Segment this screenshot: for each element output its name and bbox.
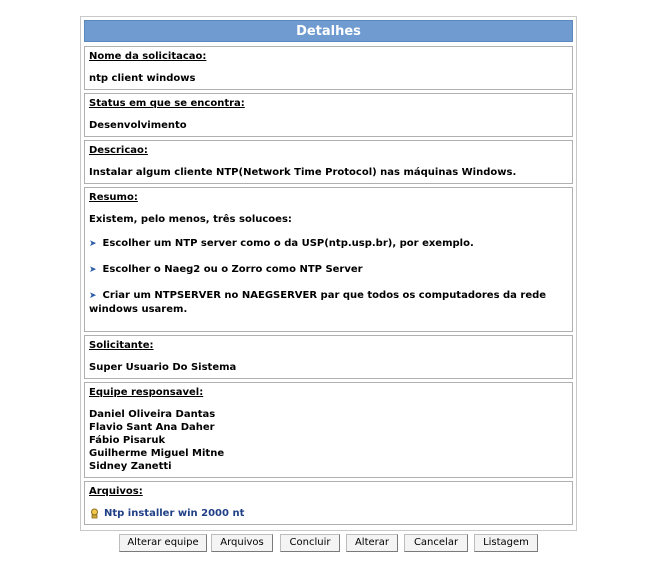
section-status [84, 93, 573, 137]
requester-label: Solicitante: [89, 340, 154, 351]
request-name-label: Nome da solicitacao: [89, 51, 207, 62]
files-label: Arquivos: [89, 486, 143, 497]
section-summary [84, 187, 573, 332]
summary-intro: Existem, pelo menos, três solucoes: [89, 214, 292, 225]
request-name-value: ntp client windows [89, 73, 196, 84]
edit-button[interactable]: Alterar [346, 534, 398, 552]
files-button[interactable]: Arquivos [211, 534, 273, 552]
section-request-name [84, 46, 573, 90]
team-label: Equipe responsavel: [89, 387, 204, 398]
cancel-button[interactable]: Cancelar [404, 534, 468, 552]
description-value: Instalar algum cliente NTP(Network Time Protocol) nas máquinas Windows. [89, 167, 517, 178]
summary-item: ➤ Escolher um NTP server como o da USP(ntp.usp.br), por exemplo. [89, 238, 474, 249]
team-member: Fábio Pisaruk [89, 435, 166, 446]
list-button[interactable]: Listagem [474, 534, 538, 552]
change-team-button[interactable]: Alterar equipe [119, 534, 207, 552]
team-member: Sidney Zanetti [89, 461, 172, 472]
status-value: Desenvolvimento [89, 120, 187, 131]
action-bar [0, 534, 658, 554]
requester-value: Super Usuario Do Sistema [89, 362, 237, 373]
file-link[interactable]: Ntp installer win 2000 nt [104, 508, 245, 519]
attachment-icon [89, 508, 100, 519]
summary-item: ➤ Escolher o Naeg2 ou o Zorro como NTP Server [89, 264, 363, 275]
section-requester [84, 335, 573, 379]
summary-label: Resumo: [89, 192, 138, 203]
arrow-icon: ➤ [89, 265, 97, 275]
arrow-icon: ➤ [89, 291, 97, 301]
team-member: Guilherme Miguel Mitne [89, 448, 225, 459]
conclude-button[interactable]: Concluir [280, 534, 340, 552]
section-files [84, 481, 573, 525]
panel-title: Detalhes [84, 20, 573, 42]
file-entry [89, 508, 244, 519]
description-label: Descricao: [89, 145, 148, 156]
details-panel [80, 16, 577, 531]
section-team [84, 382, 573, 478]
team-member: Daniel Oliveira Dantas [89, 409, 216, 420]
arrow-icon: ➤ [89, 239, 97, 249]
team-member: Flavio Sant Ana Daher [89, 422, 215, 433]
summary-item: ➤ Criar um NTPSERVER no NAEGSERVER par que todos os computadores da rede windows usarem. [89, 290, 547, 315]
section-description [84, 140, 573, 184]
status-label: Status em que se encontra: [89, 98, 245, 109]
